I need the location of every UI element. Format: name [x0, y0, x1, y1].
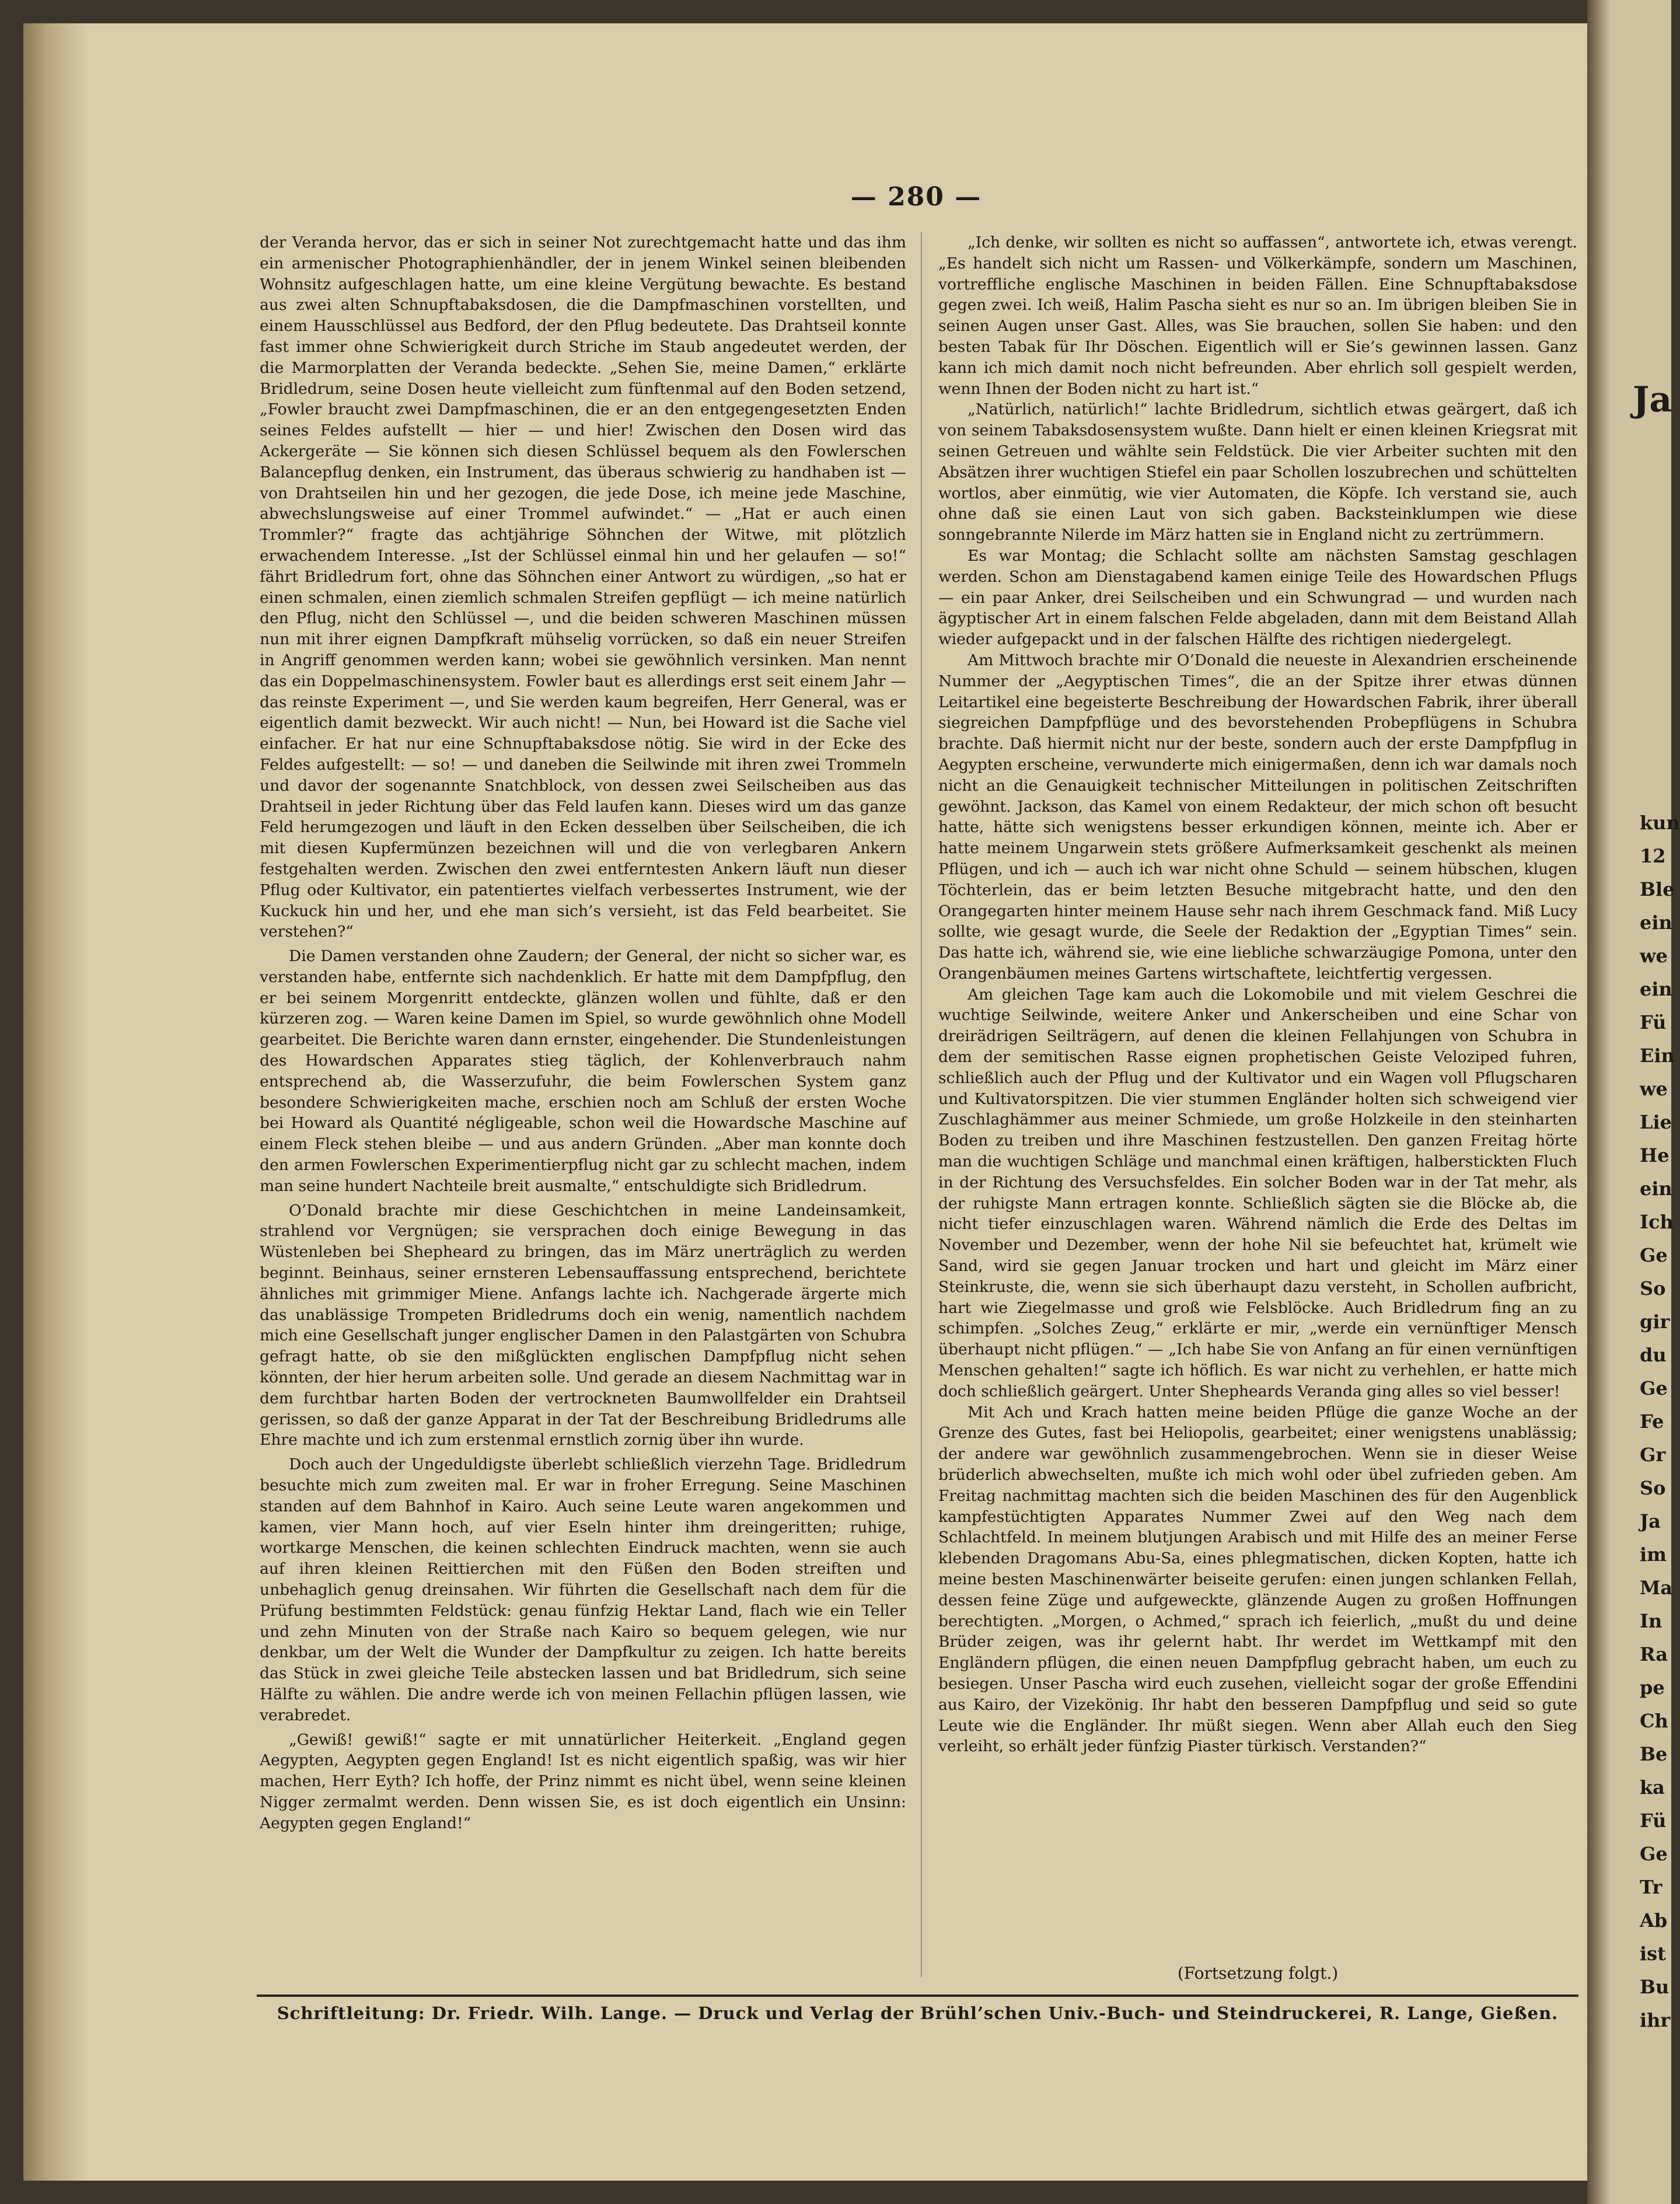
adjacent-line-fragment: 12 — [1640, 845, 1666, 867]
adjacent-line-fragment: ein — [1640, 1178, 1672, 1200]
paragraph: Die Damen verstanden ohne Zaudern; der General, der nicht so sicher war, es verstanden habe, entfernte sich nachdenklich. Er hatte mit dem Dampfpflug, den er bei seinem Morgenritt entdeckte, glänzen wollen und fühlte, daß er den kürzeren zog. — Waren keine Damen im Spiel, so wurde gewöhnlich ohne Modell gearbeitet. Die Berichte waren dann ernster, eingehender. Die Stundenleistungen des Howardschen Apparates stieg täglich, der Kohlenverbrauch nahm entsprechend ab, die Wasserzufuhr, die beim Fowlerschen System ganz besondere Schwierigkeiten mache, erschien noch am Schluß der ersten Woche bei Howard als Quantité négligeable, schon weil die Howardsche Maschine auf einem Fleck stehen bleibe — und aus andern Gründen. „Aber man konnte doch den armen Fowlerschen Experimentierpflug nicht gar zu schlecht machen, indem man seine hundert Nachteile breit ausmalte,“ entschuldigte sich Bridledrum. — [260, 947, 906, 1195]
adjacent-line-fragment: kun — [1640, 812, 1680, 834]
adjacent-line-fragment: ka — [1640, 1776, 1665, 1798]
paragraph: „Natürlich, natürlich!“ lachte Bridledrum, sichtlich etwas geärgert, daß ich von seinem Tabaksdosensystem wußte. Dann hielt er einen kleinen Kriegsrat mit seinen Getreuen und wählte sein Feldstück. Die vier Arbeiter suchten mit den Absätzen ihrer wuchtigen Stiefel ein paar Schollen loszubrechen und schüttelten wortlos, aber einmütig, wie vier Automaten, die Köpfe. Ich verstand sie, auch ohne daß sie einen Laut von sich gaben. Backsteinklumpen wie diese sonngebrannte Nilerde im März hatten sie in England nicht zu zertrümmern. — [938, 400, 1577, 544]
adjacent-line-fragment: im — [1640, 1543, 1667, 1566]
adjacent-line-fragment: Fü — [1640, 1011, 1667, 1033]
adjacent-page-edge — [1587, 0, 1680, 2204]
page-number: — 280 — — [850, 182, 982, 212]
adjacent-line-fragment: Tr — [1640, 1876, 1662, 1898]
continued-note: (Fortsetzung folgt.) — [1177, 1964, 1339, 1983]
newspaper-page — [23, 23, 1587, 2181]
adjacent-line-fragment: ist — [1640, 1943, 1666, 1965]
paragraph: O’Donald brachte mir diese Geschichtchen in meine Landeinsamkeit, strahlend vor Vergnügen; sie versprachen doch einige Bewegung in das Wüstenleben bei Shepheard zu bringen, das im März unerträglich zu werden beginnt. Beinhaus, seiner ernsteren Lebensauffassung entsprechend, berichtete ähnliches mit grimmiger Miene. Anfangs lachte ich. Nachgerade ärgerte mich das unablässige Trompeten Bridledrums doch ein wenig, namentlich nachdem mich eine Gesellschaft junger englischer Damen in den Palastgärten von Schubra gefragt hatte, ob sie den mißglückten englischen Dampfpflug nicht sehen könnten, der hier herum arbeiten solle. Und gerade an diesem Nachmittag war in dem furchtbar harten Boden der vertrockneten Baumwollfelder ein Drahtseil gerissen, so daß der ganze Apparat in der Tat der Beschreibung Bridledrums alle Ehre machte und ich zum erstenmal ernstlich zornig über ihn wurde. — [260, 1201, 906, 1449]
adjacent-line-fragment: Ab — [1640, 1909, 1668, 1931]
paragraph: Am gleichen Tage kam auch die Lokomobile und mit vielem Geschrei die wuchtige Seilwinde, weitere Anker und Ankerscheiben und eine Schar von dreirädrigen Seilträgern, auf denen die kleinen Fellahjungen von Schubra in dem der semitischen Rasse eignen prophetischen Geiste Veloziped fuhren, schließlich auch der Pflug und der Kultivator und ein Wagen voll Pflugscharen und Kultivatorspitzen. Die vier stummen Engländer holten sich schweigend vier Zuschlaghämmer aus meiner Schmiede, um große Holzkeile in den steinharten Boden zu treiben und ihre Maschinen festzustellen. Den ganzen Freitag hörte man die wuchtigen Schläge und manchmal einen kräftigen, halberstickten Fluch in der Richtung des Versuchsfeldes. Ein solcher Boden war in der Tat mehr, als der ruhigste Mann ertragen konnte. Schließlich sägten sie die Blöcke ab, die nicht tiefer einzuschlagen waren. Während nämlich die Erde des Deltas im November und Dezember, wenn der hohe Nil sie befeuchtet hat, krümelt wie Sand, wird sie gegen Januar trocken und hart und gleicht im März einer Steinkruste, die, wenn sie sich überhaupt dazu versteht, in Schollen aufbricht, hart wie Ziegelmasse und groß wie Felsblöcke. Auch Bridledrum fing an zu schimpfen. „Solches Zeug,“ erklärte er mir, „werde ein vernünftiger Mensch überhaupt nicht pflügen.“ — „Ich habe Sie von Anfang an für einen vernünftigen Menschen gehalten!“ sagte ich höflich. Es war nicht zu verhehlen, er hatte mich doch schließlich geärgert. Unter Shepheards Veranda ging alles so viel besser! — [938, 985, 1577, 1400]
gutter-shadow — [1587, 0, 1611, 2204]
adjacent-line-fragment: Ich — [1640, 1211, 1674, 1233]
adjacent-heading-fragment: Ja — [1633, 379, 1672, 420]
adjacent-line-fragment: Ra — [1640, 1643, 1668, 1665]
paragraph: „Gewiß! gewiß!“ sagte er mit unnatürlicher Heiterkeit. „England gegen Aegypten, Aegypten gegen England! Ist es nicht eigentlich spaßig, was wir hier machen, Herr Eyth? Ich hoffe, der Prinz nimmt es nicht übel, wenn seine kleinen Nigger zermalmt werden. Denn wissen Sie, es ist doch eigentlich ein Unsinn: Aegypten gegen England!“ — [260, 1730, 906, 1832]
adjacent-line-fragment: Fü — [1640, 1810, 1667, 1832]
adjacent-line-fragment: Ge — [1640, 1244, 1668, 1266]
adjacent-line-fragment: we — [1640, 945, 1668, 967]
adjacent-line-fragment: Gr — [1640, 1444, 1666, 1466]
paragraph: der Veranda hervor, das er sich in seiner Not zurechtgemacht hatte und das ihm ein armenischer Photographienhändler, der in jenem Winkel seinen bleibenden Wohnsitz aufgeschlagen hatte, um eine kleine Vergütung bewachte. Es bestand aus zwei alten Schnupftabaksdosen, die die Dampfmaschinen vorstellten, und einem Hausschlüssel aus Bedford, der den Pflug bedeutete. Das Drahtseil konnte fast immer ohne Schwierigkeit durch Striche im Staub angedeutet werden, der die Marmorplatten der Veranda bedeckte. „Sehen Sie, meine Damen,“ erklärte Bridledrum, seine Dosen heute vielleicht zum fünftenmal auf den Boden setzend, „Fowler braucht zwei Dampfmaschinen, die er an den entgegengesetzten Enden seines Feldes aufstellt — hier — und hier! Zwischen den Dosen wird das Ackergeräte — Sie können sich diesen Schlüssel bequem als den Fowlerschen Balancepflug denken, ein Instrument, das überaus schwierig zu handhaben ist — von Drahtseilen hin und her gezogen, die jede Dose, ich meine jede Maschine, abwechslungsweise auf einer Trommel aufwindet.“ — „Hat er auch einen Trommler?“ fragte das achtjährige Söhnchen der Witwe, mit plötzlich erwachendem Interesse. „Ist der Schlüssel einmal hin und her gelaufen — so!“ fährt Bridledrum fort, ohne das Söhnchen einer Antwort zu würdigen, „so hat er einen schmalen, einen ziemlich schmalen Streifen gepflügt — ich meine natürlich den Pflug, nicht den Schlüssel —, und die beiden schweren Maschinen müssen nun mit ihrer eignen Dampfkraft mühselig vorrücken, so daß ein neuer Streifen in Angriff genommen werden kann; wobei sie gewöhnlich versinken. Man nennt das ein Doppelmaschinensystem. Fowler baut es allerdings erst seit einem Jahr — das reinste Experiment —, und Sie werden kaum begreifen, Herr General, was er eigentlich damit bezweckt. Wir auch nicht! — Nun, bei Howard ist die Sache viel einfacher. Er hat nur eine Schnupftabaksdose nötig. Sie wird in der Ecke des Feldes aufgestellt: — so! — und daneben die Seilwinde mit ihren zwei Trommeln und davor der sogenannte Snatchblock, von dessen zwei Seilscheiben aus das Drahtseil in jeder Richtung über das Feld laufen kann. Dieses wird um das ganze Feld herumgezogen und läuft in den Ecken desselben über Seilscheiben, die ich mit diesen Kupfermünzen bezeichnen will und die von verlegbaren Ankern festgehalten werden. Zwischen den zwei entferntesten Ankern läuft nun dieser Pflug oder Kultivator, ein patentiertes vielfach verbessertes Instrument, wie der Kuckuck hin und her, und ehe man sich’s versieht, ist das Feld bearbeitet. Sie verstehen?“ — [260, 233, 906, 941]
adjacent-line-fragment: He — [1640, 1144, 1669, 1166]
imprint-rule — [257, 1995, 1578, 1997]
adjacent-line-fragment: Ge — [1640, 1843, 1668, 1865]
page-binding-shadow — [23, 23, 88, 2181]
adjacent-line-fragment: Bu — [1640, 1976, 1669, 1998]
adjacent-line-fragment: Ja — [1640, 1510, 1661, 1532]
adjacent-line-fragment: So — [1640, 1477, 1666, 1499]
adjacent-line-fragment: ihr — [1640, 2009, 1671, 2031]
paragraph: Am Mittwoch brachte mir O’Donald die neueste in Alexandrien erscheinende Nummer der „Aegyptischen Times“, die an der Spitze ihrer etwas dünnen Leitartikel eine begeisterte Beschreibung der Howardschen Fabrik, ihrer überall siegreichen Dampfpflüge und des bevorstehenden Probepflügens in Schubra brachte. Daß hiermit nicht nur der beste, sondern auch der erste Dampfpflug in Aegypten erscheine, verwunderte mich einigermaßen, denn ich war damals noch nicht an die Genauigkeit technischer Mitteilungen in politischen Zeitschriften gewöhnt. Jackson, das Kamel von einem Redakteur, der mich schon oft besucht hatte, hätte sich wenigstens besser erkundigen können, meinte ich. Aber er hatte meinem Ungarwein stets größere Aufmerksamkeit geschenkt als meinen Pflügen, und ich — auch ich war nicht ohne Schuld — seinem hübschen, klugen Töchterlein, das er beim letzten Besuche mitgebracht hatte, und den den Orangegarten hinter meinem Hause sehr nach ihrem Geschmack fand. Miß Lucy sollte, wie gesagt wurde, die Seele der Redaktion der „Egyptian Times“ sein. Das hatte ich, während sie, wie eine liebliche schwarzäugige Pomona, unter den Orangenbäumen meines Gartens wirtschaftete, leichtfertig vergessen. — [938, 651, 1577, 983]
adjacent-line-fragment: pe — [1640, 1676, 1665, 1699]
adjacent-line-fragment: Fe — [1640, 1410, 1664, 1433]
adjacent-line-fragment: Ge — [1640, 1377, 1668, 1399]
column-divider — [921, 232, 922, 1977]
text-column-left — [260, 232, 906, 1977]
adjacent-line-fragment: In — [1640, 1610, 1662, 1632]
imprint-line: Schriftleitung: Dr. Friedr. Wilh. Lange. — Druck und Verlag der Brühl’schen Univ.-Buch- und Steindruckerei, R. Lange, Gießen. — [277, 2003, 1559, 2023]
adjacent-line-fragment: Ble — [1640, 878, 1675, 900]
paragraph: Doch auch der Ungeduldigste überlebt schließlich vierzehn Tage. Bridledrum besuchte mich zum zweiten mal. Er war in froher Erregung. Seine Maschinen standen auf dem Bahnhof in Kairo. Auch seine Leute waren angekommen und kamen, vier Mann hoch, auf vier Eseln hinter ihm dreingeritten; ruhige, wortkarge Menschen, die keinen schlechten Eindruck machten, wenn sie auch auf ihren kleinen Reittierchen mit den Füßen den Boden streiften und unbehaglich genug dreinsahen. Wir führten die Gesellschaft nach dem für die Prüfung bestimmten Feldstück: genau fünfzig Hektar Land, flach wie ein Teller und zehn Minuten von der Straße nach Kairo so bequem gelegen, wie nur denkbar, um der Welt die Wunder der Dampfkultur zu zeigen. Ich hatte bereits das Stück in zwei gleiche Teile abstecken lassen und bat Bridledrum, sich seine Hälfte zu wählen. Die andre werde ich von meinen Fellachin pflügen lassen, wie verabredet. — [260, 1455, 906, 1724]
adjacent-line-fragment: Ein — [1640, 1045, 1675, 1067]
adjacent-line-fragment: Ma — [1640, 1577, 1673, 1599]
adjacent-line-fragment: ein — [1640, 978, 1672, 1000]
text-column-right — [938, 232, 1577, 1977]
adjacent-line-fragment: So — [1640, 1277, 1666, 1300]
paragraph: Mit Ach und Krach hatten meine beiden Pflüge die ganze Woche an der Grenze des Gutes, fast bei Heliopolis, gearbeitet; einer wenigstens unablässig; der andere war gewöhnlich zusammengebrochen. Wenn sie in dieser Weise brüderlich abwechselten, mußte ich mich wohl oder übel zufrieden geben. Am Freitag nachmittag machten sich die beiden Maschinen des für den Augenblick kampfestüchtigten Apparates Nummer Zwei auf den Weg nach dem Schlachtfeld. In meinem blutjungen Arabisch und mit Hilfe des an meiner Ferse klebenden Dragomans Abu-Sa, eines phlegmatischen, dicken Kopten, hatte ich meine besten Maschinenwärter beiseite gerufen: einen jungen schlanken Fellah, dessen feine Züge und aufgeweckte, glänzende Augen zu großen Hoffnungen berechtigten. „Morgen, o Achmed,“ sprach ich feierlich, „mußt du und deine Brüder zeigen, was ihr gelernt habt. Ihr werdet im Wettkampf mit den Engländern pflügen, die einen neuen Dampfpflug gebracht haben, um euch zu besiegen. Unser Pascha wird euch zusehen, vielleicht sogar der große Effendini aus Kairo, der Vizekönig. Ihr habt den besseren Dampfpflug und seid so gute Leute wie die Engländer. Ihr müßt siegen. Wenn aber Allah euch den Sieg verleiht, so erhält jeder fünfzig Piaster türkisch. Verstanden?“ — [938, 1403, 1577, 1756]
paragraph: „Ich denke, wir sollten es nicht so auffassen“, antwortete ich, etwas verengt. „Es handelt sich nicht um Rassen- und Völkerkämpfe, sondern um Maschinen, vortreffliche englische Maschinen in beiden Fällen. Eine Schnupftabaksdose gegen zwei. Ich weiß, Halim Pascha sieht es nur so an. Im übrigen bleiben Sie in seinen Augen unser Gast. Alles, was Sie brauchen, sollen Sie haben: und den besten Tabak für Ihr Döschen. Eigentlich will er Sie’s gewinnen lassen. Ganz kann ich mich damit noch nicht befreunden. Aber ehrlich soll gespielt werden, wenn Ihnen der Boden nicht zu hart ist.“ — [938, 233, 1577, 398]
adjacent-line-fragment: Be — [1640, 1743, 1668, 1765]
paragraph: Es war Montag; die Schlacht sollte am nächsten Samstag geschlagen werden. Schon am Dienstagabend kamen einige Teile des Howardschen Pflugs — ein paar Anker, drei Seilscheiben und ein Schwungrad — und wurden nach ägyptischer Art in einem falschen Felde abgeladen, dann mit dem Beistand Allah wieder aufgepackt und in der falschen Hälfte des richtigen niedergelegt. — [938, 546, 1577, 649]
adjacent-line-fragment: du — [1640, 1344, 1667, 1366]
adjacent-line-fragment: Ch — [1640, 1710, 1668, 1732]
adjacent-line-fragment: we — [1640, 1078, 1668, 1100]
adjacent-line-fragment: gir — [1640, 1311, 1670, 1333]
adjacent-line-fragment: ein — [1640, 911, 1672, 934]
adjacent-line-fragment: Lie — [1640, 1111, 1672, 1133]
